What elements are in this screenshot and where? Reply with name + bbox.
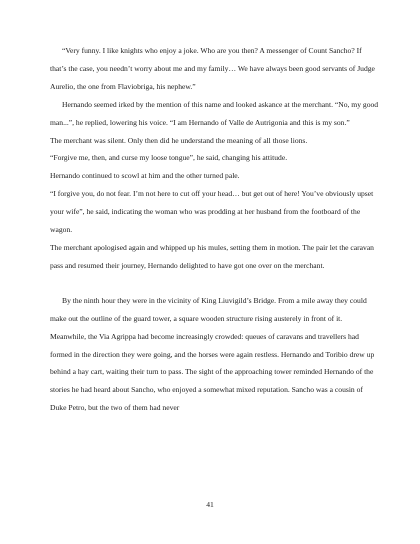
section-break [50, 275, 380, 292]
page-number: 41 [206, 500, 214, 509]
paragraph-6: “I forgive you, do not fear. I’m not here to cut off your head… but get out of here! You’ve obviously upset your wife”, he said, indicating the woman who was prodding at her husband from the footboard of the wagon. [50, 189, 374, 235]
paragraph-4: “Forgive me, then, and curse my loose tongue”, he said, changing his attitude. [50, 153, 288, 163]
paragraph-3: The merchant was silent. Only then did he understand the meaning of all those lions. [50, 135, 308, 145]
paragraph-5: Hernando continued to scowl at him and the other turned pale. [50, 171, 240, 181]
paragraph-1: “Very funny. I like knights who enjoy a joke. Who are you then? A messenger of Count Sancho? If that’s the case, you needn’t worry about me and my family… We have always been good servants of Judge Aurelio, the one from Flaviobriga, his nephew.” [50, 46, 375, 91]
paragraph-8: By the ninth hour they were in the vicinity of King Liuvigild’s Bridge. From a mile away they could make out the outline of the guard tower, a square wooden structure rising austerely in front of it. Meanwhile, the Via Agrippa had become increasingly crowded: queues of caravans and travellers had formed in the direction they were going, and the horses were again restless. Hernando and Toribio drew up behind a hay cart, waiting their turn to pass. The sight of the approaching tower reminded Hernando of the stories he had heard about Sancho, who enjoyed a somewhat mixed reputation. Sancho was a cousin of Duke Petro, but the two of them had never [50, 295, 375, 413]
page-body [50, 42, 380, 417]
paragraph-2: Hernando seemed irked by the mention of this name and looked askance at the merchant. “No, my good man...”, he replied, lowering his voice. “I am Hernando of Valle de Autrigonia and this is my son.” [50, 99, 379, 127]
paragraph-7: The merchant apologised again and whipped up his mules, setting them in motion. The pair let the caravan pass and resumed their journey, Hernando delighted to have got one over on the merchant. [50, 242, 374, 270]
